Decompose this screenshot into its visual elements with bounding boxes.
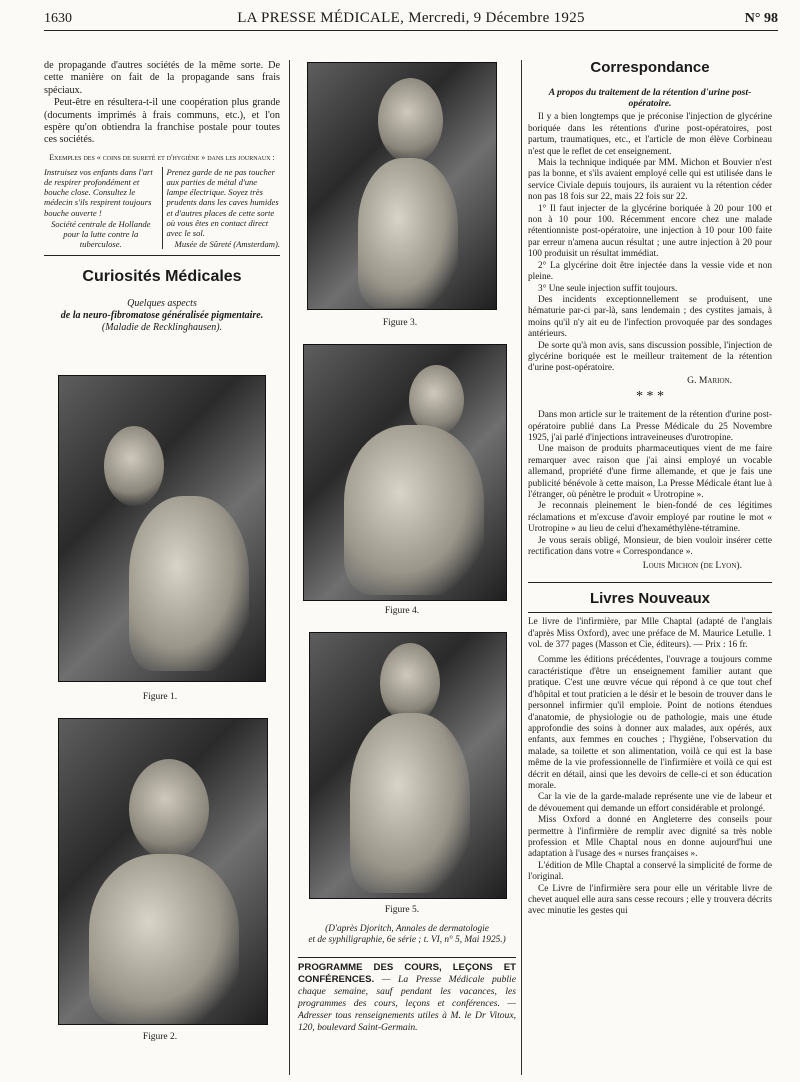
subtitle-3: (Maladie de Recklinghausen). [101,322,223,334]
livres-paragraph-4: Miss Oxford a donné en Angleterre des conseils pour permettre à l'infirmière de remplir avec dignité sa très noble profession et Mlle Chaptal nous en donne aujourd'hui une adaptation à l'usage des « nurses françaises ». [528,815,772,860]
signature-michon: Louis Michon (de Lyon). [642,560,742,572]
signature-marion: G. Marion. [687,374,732,386]
corr2-paragraph-4: Je vous serais obligé, Monsieur, de bien vouloir insérer cette rectification dans votre « Correspondance ». [528,535,772,558]
corr-paragraph-3: 1° Il faut injecter de la glycérine boriquée à 20 pour 100 et non à 10 pour 100. Récemment encore chez une malade rétentionniste post-opératoire, une injection à 10 pour 100 faite par erreur n'amena aucun résultat ; une autre injection à 20 pour 100 produisit un résultat immédiat. [528,203,772,260]
livres-rule [528,582,772,583]
section-rule [44,255,280,256]
corr-paragraph-1: Il y a bien longtemps que je préconise l'injection de glycérine boriquée dans les rétentions d'urine post-opératoires, post partum, traumatiques, etc., et l'article de mon élève Corbineau n'est que le reflet de cet enseignement. [528,112,772,157]
left-column [44,60,280,334]
livres-paragraph-3: Car la vie de la garde-malade représente une vie de labeur et de dévouement qui demande un effort considérable et prolongé. [528,792,772,814]
livres-paragraph-5: L'édition de Mlle Chaptal a conservé la simplicité de forme de l'original. [528,860,772,883]
figures-source-line-1: (D'après Djoritch, Annales de dermatologie [325,924,489,934]
intro-paragraph-1: de propagande d'autres sociétés de la même sorte. De cette manière on fait de la propagande sans frais spéciaux. [44,60,280,96]
section-title-curiosites: Curiosités Médicales [82,268,242,286]
figure-1-caption: Figure 1. [142,692,178,702]
column-rule-right [521,60,522,1075]
journal-title: LA PRESSE MÉDICALE, Mercredi, 9 Décembre 1925 [237,10,585,26]
programme-block [298,962,516,1034]
page-header [44,8,778,31]
corr2-paragraph-2: Une maison de produits pharmaceutiques vient de me faire remarquer avec raison que j'ai ainsi employé un vocable allemand, propriété d'une firme allemande, et que je fais une publicité bénévole à cette maison, La Presse Médicale étant lue à l'étranger, où pénètre le produit « Urotropine ». [528,444,772,500]
programme-text: — La Presse Médicale publie chaque semaine, sauf pendant les vacances, les programmes des cours, leçons et conférences. — Adresser tous renseignements utiles à M. le Dr Vitoux, 120, boulevard Saint-Germain. [298,974,516,1033]
corr-paragraph-7: De sorte qu'à mon avis, sans discussion possible, l'injection de glycérine boriquée est le meilleur traitement de la rétention d'urine post-opératoire. [528,340,772,374]
column-rule-left [289,60,290,1075]
section-title-livres: Livres Nouveaux [589,589,711,607]
section-stars: * * * [636,389,664,405]
figures-source-line-2: et de syphiligraphie, 6e série ; t. VI, n° 5, Mai 1925.) [308,935,506,945]
figures-source [298,924,516,946]
livres-rule-2 [528,612,772,613]
subtitle-2: de la neuro-fibromatose généralisée pigmentaire. [60,310,264,322]
figure-4-caption: Figure 4. [384,606,420,616]
example-left-text: Instruisez vos enfants dans l'art de respirer profondément et bouche close. Consultez le médecin s'ils respirent toujours bouche ouverte ! [44,166,153,218]
figure-5-caption: Figure 5. [384,905,420,915]
right-column [528,59,772,918]
figure-2-caption: Figure 2. [142,1032,178,1042]
corr2-paragraph-3: Je reconnais pleinement le bien-fondé de ces légitimes réclamations et m'excuse d'avoir employé par routine le mot « Urotropine » au lieu de celui d'hexaméthylène-tétramine. [528,501,772,535]
section-title-correspondance: Correspondance [590,59,710,76]
figure-3-photo [307,62,497,310]
corr-paragraph-2: Mais la technique indiquée par MM. Michon et Bouvier n'est pas la bonne, et s'ils avaient employé celle qui est utilisée dans le service Civiale depuis toujours, ils auraient vu la rétention céder non pas 18 fois sur 22, mais 22 fois sur 22. [528,158,772,203]
livres-paragraph-1: Le livre de l'infirmière, par Mlle Chaptal (adapté de l'anglais d'après Miss Oxford), avec une préface de M. Maurice Letulle. 1 vol. de 377 pages (Masson et Cie, éditeurs). — Prix : 16 fr. [528,617,772,651]
figure-1-photo [58,375,266,682]
examples-title: Exemples des « coins de sureté et d'hygiène » dans les journaux : [49,152,275,162]
figure-2-photo [58,718,268,1025]
example-left-source: Société centrale de Hollande pour la lutte contre la tuberculose. [50,218,151,250]
example-right-text: Prenez garde de ne pas toucher aux parties de métal d'une lampe électrique. Soyez très prudents dans les caves humides et d'autres places de cette sorte où vous êtes en contact direct avec le sol. [166,166,279,239]
page-number: 1630 [44,11,72,26]
intro-paragraph-2: Peut-être en résultera-t-il une coopération plus grande (documents imprimés à frais communs, etc.), et l'on espère qu'on obtiendra la franchise postale pour toutes ces sociétés. [44,97,280,146]
issue-number: N° 98 [744,11,778,26]
corr2-paragraph-1: Dans mon article sur le traitement de la rétention d'urine post-opératoire publié dans La Presse Médicale du 25 Novembre 1925, j'ai parlé d'injections intraveineuses d'urotropine. [528,410,772,443]
figure-5-photo [309,632,507,899]
figure-4-photo [303,344,507,601]
examples-table [44,167,280,250]
subtitle-1: Quelques aspects [127,298,197,310]
corr-paragraph-4: 2° La glycérine doit être injectée dans la vessie vide et non pleine. [528,260,772,283]
programme-title: PROGRAMME DES COURS, LEÇONS ET CONFÉRENCES. [298,962,516,985]
example-right-source: Musée de Sûreté (Amsterdam). [174,239,280,250]
figure-3-caption: Figure 3. [382,318,418,328]
livres-paragraph-2: Comme les éditions précédentes, l'ouvrage a toujours comme caractéristique d'être un enseignement familier autant que pratique. C'est une œuvre vécue qui répond à ce que tout chef d'hôpital et tout praticien a le désir et le besoin de trouver dans le personnel infirmier qu'il emploie. Point de notions étendues d'anatomie, de physiologie ou de pathologie, mais une étude approfondie des soins à donner aux malades, aux opérés, aux enfants, aux femmes en couches ; l'hygiène, l'observation du malade, sa toilette et son alimentation, voilà ce qui est la base même de la vie professionnelle de l'infirmière et voilà ce qui est décrit en détail, ainsi que les devoirs de celle-ci et son éducation morale. [528,655,772,791]
corr-paragraph-5: 3° Une seule injection suffit toujours. [538,283,678,294]
correspondance-subtitle: A propos du traitement de la rétention d'urine post-opératoire. [548,87,752,110]
livres-paragraph-6: Ce Livre de l'infirmière sera pour elle un véritable livre de chevet auquel elle aura sans cesse recours ; elle y trouvera décrits avec minutie les gestes qui [528,883,772,917]
programme-rule [298,957,516,958]
corr-paragraph-6: Des incidents exceptionnellement se produisent, une hématurie par-ci par-là, sans lendemain ; des cystites jamais, à moins qu'il n'y ait eu de l'infection provoquée par des sondages antérieurs. [528,294,772,340]
